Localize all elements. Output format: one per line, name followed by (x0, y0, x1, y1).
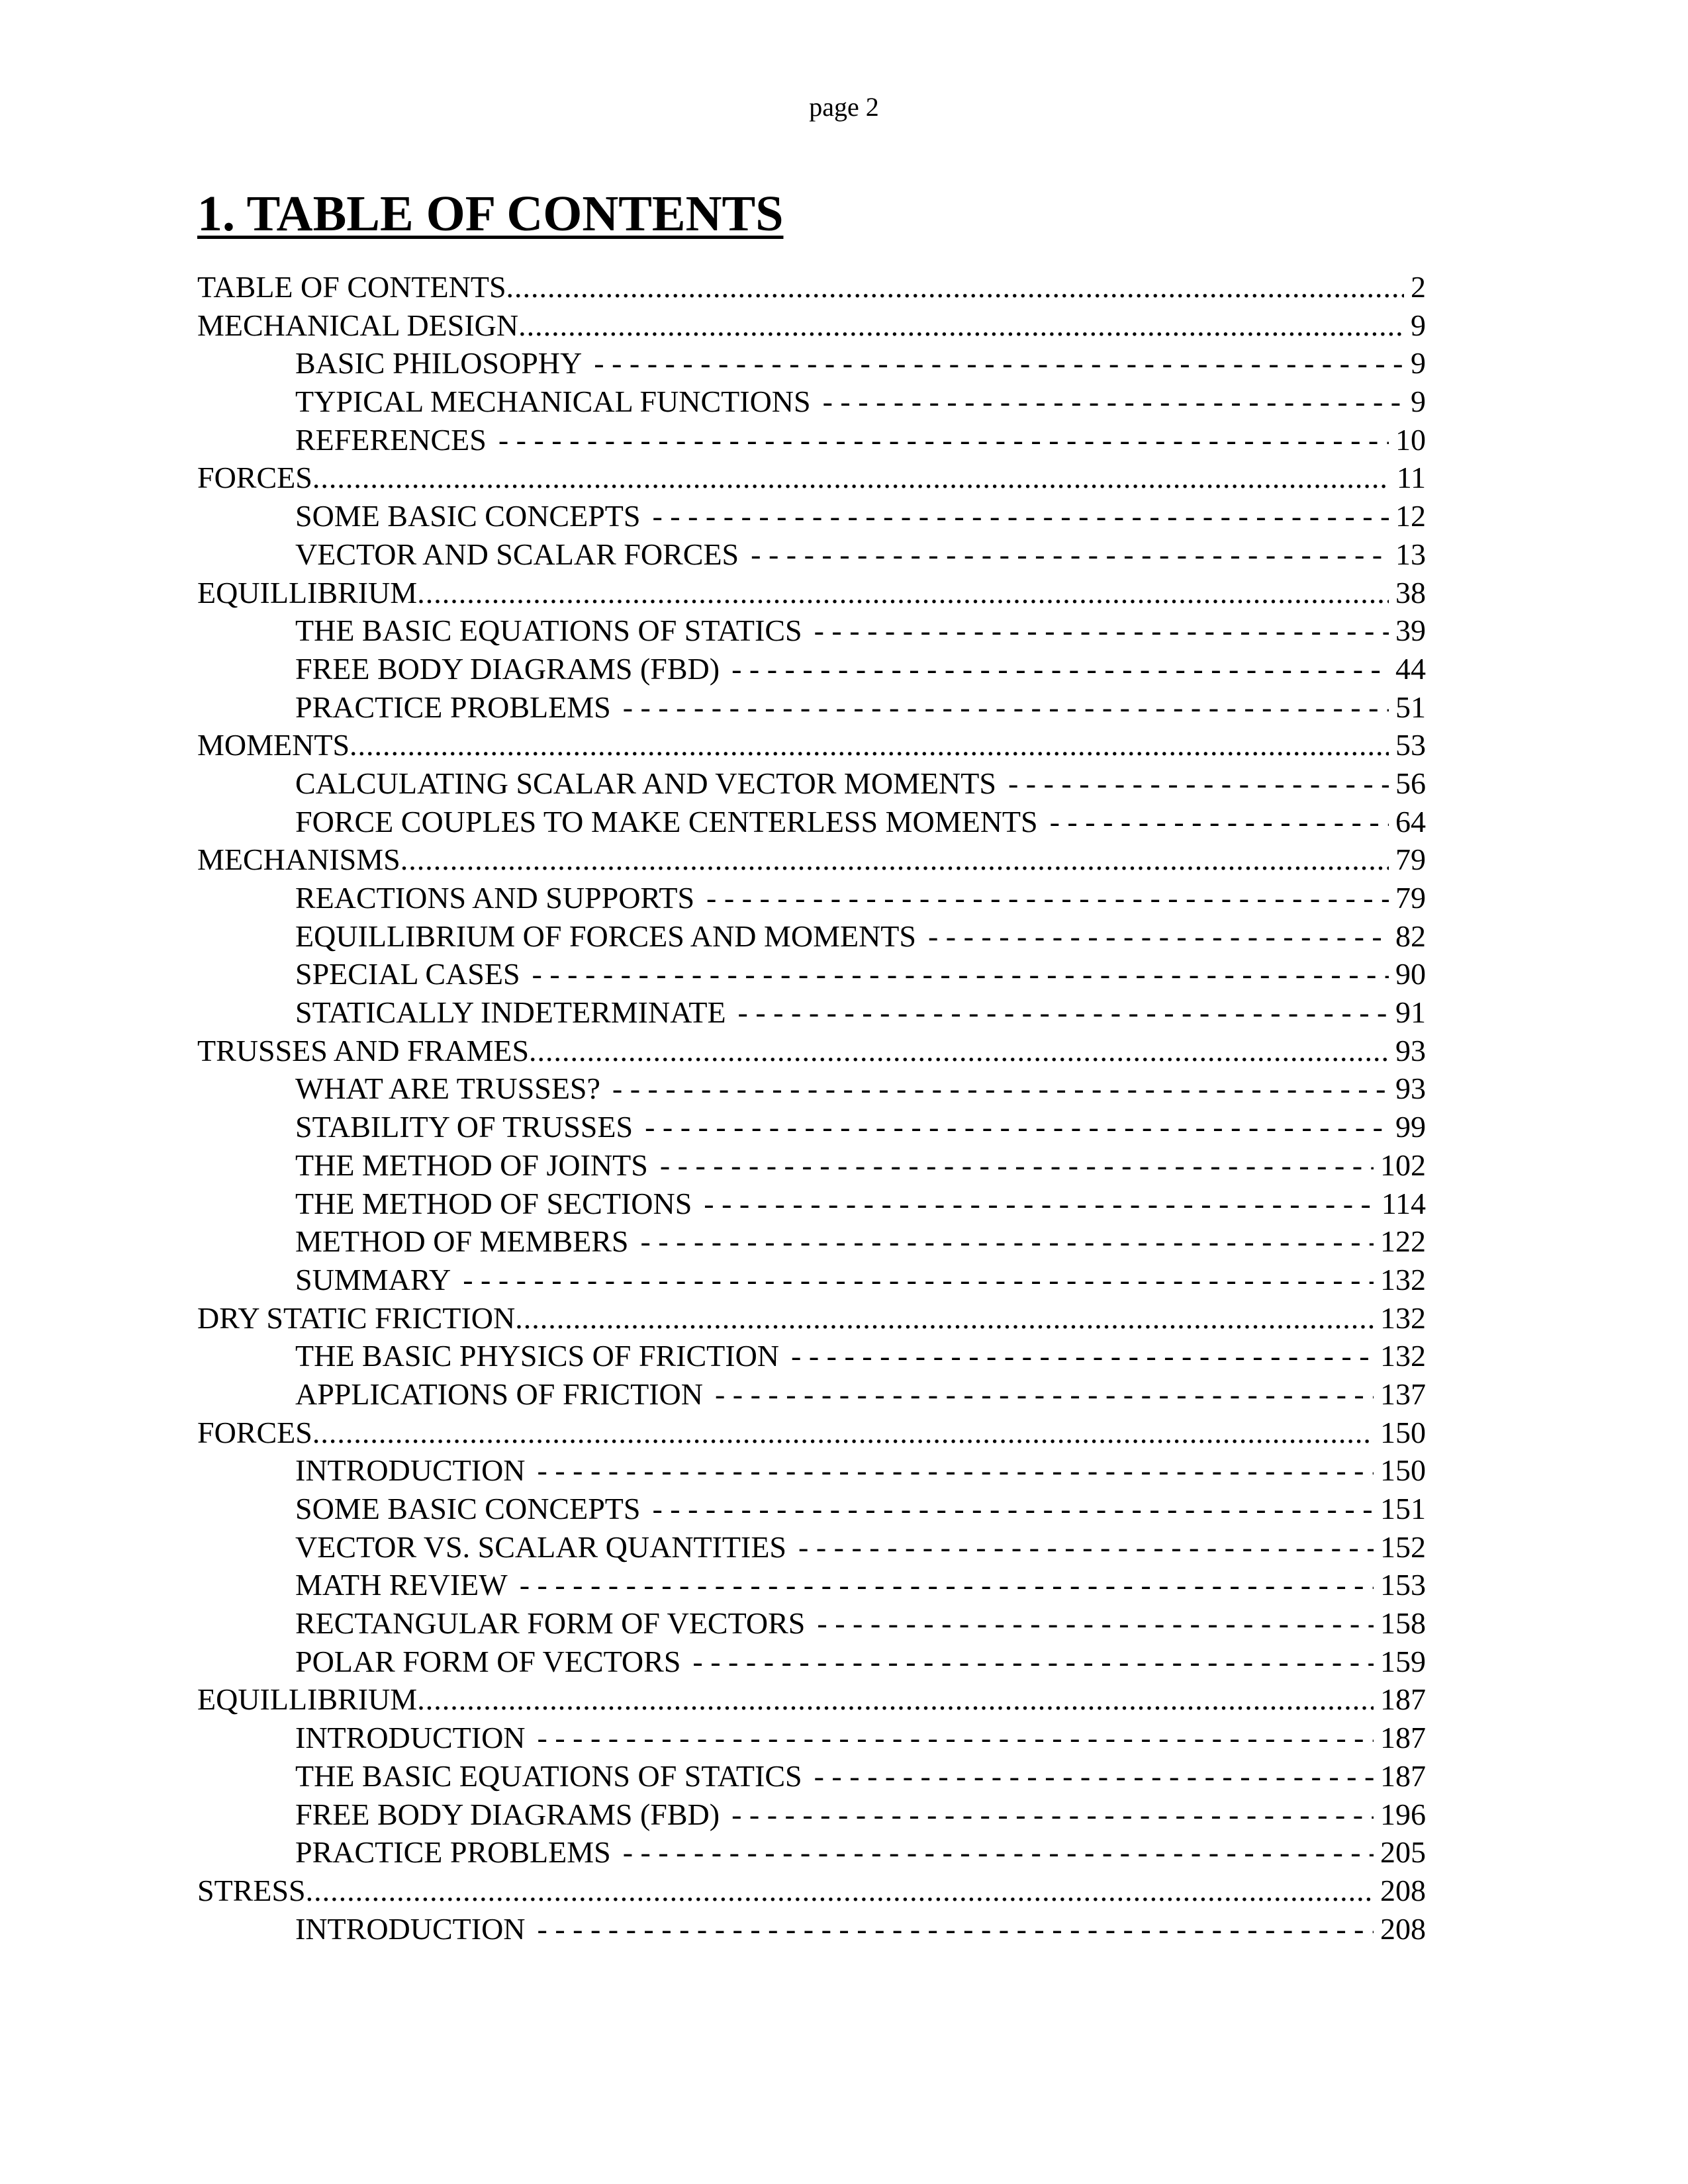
toc-subentry[interactable] (197, 1757, 1426, 1796)
toc-entry[interactable] (197, 1032, 1426, 1070)
toc-entry-title: MOMENTS (197, 728, 350, 762)
toc-page-number: 56 (1395, 766, 1426, 800)
toc-entry-title: THE METHOD OF JOINTS (295, 1148, 648, 1182)
toc-entry-title: APPLICATIONS OF FRICTION (295, 1377, 703, 1411)
toc-entry-title: MECHANICAL DESIGN (197, 308, 519, 342)
toc-leader (451, 1261, 1374, 1299)
toc-entry-title: SUMMARY (295, 1262, 451, 1297)
toc-leader (529, 1032, 1389, 1070)
toc-subentry[interactable] (197, 344, 1426, 383)
toc-leader (916, 917, 1389, 956)
toc-entry-title: STATICALLY INDETERMINATE (295, 995, 726, 1030)
toc-page-number: 150 (1380, 1453, 1426, 1488)
toc-page-number: 187 (1380, 1682, 1426, 1717)
toc-leader (640, 497, 1389, 535)
toc-page-number: 91 (1395, 995, 1426, 1030)
toc-leader (520, 955, 1389, 993)
toc-page-number: 151 (1380, 1492, 1426, 1525)
toc-leader (703, 1375, 1374, 1414)
toc-subentry[interactable] (197, 1337, 1426, 1375)
toc-leader (487, 421, 1389, 459)
toc-page-number: 79 (1395, 842, 1426, 877)
toc-page-number: 187 (1380, 1721, 1426, 1755)
toc-subentry[interactable] (197, 1069, 1426, 1108)
toc-entry-title: MECHANISMS (197, 842, 400, 877)
toc-subentry[interactable] (197, 803, 1426, 841)
toc-entry-title: FORCES (197, 1415, 312, 1449)
toc-page-number: 102 (1380, 1148, 1426, 1182)
toc-leader (680, 1643, 1374, 1681)
toc-leader (350, 726, 1389, 764)
toc-entry-title: EQUILLIBRIUM (197, 575, 418, 610)
toc-page-number: 39 (1395, 614, 1426, 648)
toc-leader (417, 574, 1389, 612)
toc-subentry[interactable] (197, 1566, 1426, 1604)
toc-page-number: 82 (1395, 919, 1426, 953)
toc-subentry[interactable] (197, 1910, 1426, 1948)
toc-entry-title: EQUILLIBRIUM (197, 1682, 418, 1717)
toc-leader (811, 383, 1404, 421)
toc-subentry[interactable] (197, 688, 1426, 727)
page-number: page 2 (809, 92, 879, 122)
toc-leader (739, 535, 1389, 574)
toc-subentry[interactable] (197, 650, 1426, 688)
toc-page-number: 132 (1380, 1339, 1426, 1373)
toc-page-number: 10 (1395, 422, 1426, 457)
toc-page-number: 132 (1380, 1262, 1426, 1297)
toc-page-number: 158 (1380, 1606, 1426, 1641)
toc-entry[interactable] (197, 1299, 1426, 1338)
toc-page-number: 187 (1380, 1758, 1426, 1793)
toc-subentry[interactable] (197, 1604, 1426, 1643)
toc-entry-title: DRY STATIC FRICTION (197, 1300, 516, 1335)
toc-entry-title: FREE BODY DIAGRAMS (FBD) (295, 1797, 720, 1831)
toc-subentry[interactable] (197, 1719, 1426, 1757)
toc-entry-title: FORCE COUPLES TO MAKE CENTERLESS MOMENTS (295, 804, 1038, 839)
toc-entry-title: FORCES (197, 461, 312, 495)
toc-leader (518, 306, 1404, 345)
toc-page-number: 122 (1380, 1224, 1426, 1259)
toc-entry-title: RECTANGULAR FORM OF VECTORS (295, 1606, 806, 1641)
toc-leader (582, 344, 1404, 383)
toc-leader (629, 1222, 1374, 1261)
toc-subentry[interactable] (197, 421, 1426, 459)
toc-entry[interactable] (197, 1680, 1426, 1719)
toc-subentry[interactable] (197, 1796, 1426, 1834)
toc-page-number: 64 (1395, 804, 1426, 839)
toc-leader (633, 1108, 1389, 1146)
toc-subentry[interactable] (197, 1528, 1426, 1567)
toc-entry[interactable] (197, 1414, 1426, 1452)
toc-page-number: 11 (1396, 461, 1426, 495)
table-of-contents (197, 268, 1426, 1948)
toc-leader (720, 1796, 1374, 1834)
toc-entry-title: INTRODUCTION (295, 1721, 526, 1755)
toc-leader (640, 1490, 1374, 1528)
toc-page-number: 132 (1380, 1300, 1426, 1335)
toc-entry[interactable] (197, 459, 1426, 497)
toc-entry-title: REFERENCES (295, 422, 487, 457)
toc-leader (611, 688, 1389, 727)
toc-subentry[interactable] (197, 1146, 1426, 1185)
toc-page-number: 93 (1395, 1033, 1426, 1068)
toc-entry-title: THE BASIC EQUATIONS OF STATICS (295, 614, 802, 648)
toc-entry-title: REACTIONS AND SUPPORTS (295, 881, 695, 915)
toc-subentry[interactable] (197, 535, 1426, 574)
toc-entry-title: PRACTICE PROBLEMS (295, 690, 611, 724)
toc-leader (400, 841, 1389, 879)
toc-leader (526, 1910, 1374, 1948)
toc-entry[interactable] (197, 574, 1426, 612)
toc-page-number: 51 (1395, 690, 1426, 724)
toc-subentry[interactable] (197, 1643, 1426, 1681)
toc-entry-title: MATH REVIEW (295, 1568, 508, 1602)
toc-subentry[interactable] (197, 764, 1426, 803)
toc-leader (1038, 803, 1389, 841)
toc-subentry[interactable] (197, 1185, 1426, 1223)
toc-page-number: 152 (1380, 1529, 1426, 1564)
toc-leader (779, 1337, 1374, 1375)
toc-leader (526, 1719, 1374, 1757)
toc-page-number: 114 (1381, 1186, 1426, 1220)
toc-subentry[interactable] (197, 1451, 1426, 1490)
toc-entry-title: EQUILLIBRIUM OF FORCES AND MOMENTS (295, 919, 916, 953)
toc-entry[interactable] (197, 1872, 1426, 1910)
toc-entry-title: TABLE OF CONTENTS (197, 270, 506, 304)
toc-entry-title: THE BASIC EQUATIONS OF STATICS (295, 1758, 802, 1793)
toc-leader (312, 1414, 1374, 1452)
toc-subentry[interactable] (197, 917, 1426, 956)
toc-leader (805, 1604, 1374, 1643)
toc-subentry[interactable] (197, 1222, 1426, 1261)
toc-leader (515, 1299, 1374, 1338)
toc-subentry[interactable] (197, 497, 1426, 535)
toc-page-number: 9 (1411, 308, 1426, 342)
toc-leader (692, 1185, 1374, 1223)
toc-leader (720, 650, 1389, 688)
toc-page-number: 205 (1380, 1835, 1426, 1870)
toc-entry-title: TRUSSES AND FRAMES (197, 1033, 530, 1068)
toc-leader (506, 268, 1404, 306)
toc-entry-title: CALCULATING SCALAR AND VECTOR MOMENTS (295, 766, 996, 800)
toc-entry-title: PRACTICE PROBLEMS (295, 1835, 611, 1870)
toc-entry-title: STRESS (197, 1873, 306, 1907)
toc-page-number: 90 (1395, 957, 1426, 991)
toc-subentry[interactable] (197, 879, 1426, 917)
toc-entry-title: WHAT ARE TRUSSES? (295, 1071, 600, 1106)
toc-entry-title: INTRODUCTION (295, 1911, 526, 1946)
toc-page-number: 9 (1411, 385, 1426, 419)
toc-page-number: 44 (1395, 651, 1426, 686)
toc-entry-title: FREE BODY DIAGRAMS (FBD) (295, 651, 720, 686)
toc-page-number: 93 (1395, 1071, 1426, 1106)
toc-subentry[interactable] (197, 1833, 1426, 1872)
toc-entry[interactable] (197, 306, 1426, 345)
toc-page-number: 2 (1411, 270, 1426, 304)
toc-leader (312, 459, 1390, 497)
toc-page-number: 208 (1380, 1911, 1426, 1946)
toc-subentry[interactable] (197, 1261, 1426, 1299)
toc-entry-title: THE BASIC PHYSICS OF FRICTION (295, 1339, 780, 1373)
toc-page-number: 12 (1395, 499, 1426, 533)
toc-page-number: 153 (1380, 1568, 1426, 1602)
toc-leader (694, 879, 1389, 917)
toc-page-number: 208 (1380, 1873, 1426, 1907)
toc-entry-title: SPECIAL CASES (295, 957, 520, 991)
toc-entry-title: VECTOR VS. SCALAR QUANTITIES (295, 1529, 787, 1564)
toc-leader (802, 1757, 1374, 1796)
toc-page-number: 13 (1395, 537, 1426, 571)
toc-leader (726, 993, 1389, 1032)
page-title: 1. TABLE OF CONTENTS (197, 186, 784, 242)
toc-entry-title: INTRODUCTION (295, 1453, 526, 1488)
toc-leader (802, 612, 1389, 650)
toc-page-number: 53 (1395, 728, 1426, 762)
toc-entry-title: SOME BASIC CONCEPTS (295, 1492, 641, 1525)
toc-entry-title: METHOD OF MEMBERS (295, 1224, 629, 1259)
toc-subentry[interactable] (197, 1490, 1426, 1528)
toc-page-number: 137 (1380, 1377, 1426, 1411)
toc-entry[interactable] (197, 268, 1426, 306)
toc-leader (306, 1872, 1374, 1910)
toc-page-number: 159 (1380, 1644, 1426, 1678)
toc-subentry[interactable] (197, 955, 1426, 993)
toc-page-number: 99 (1395, 1110, 1426, 1144)
toc-subentry[interactable] (197, 383, 1426, 421)
toc-leader (648, 1146, 1374, 1185)
toc-entry-title: VECTOR AND SCALAR FORCES (295, 537, 739, 571)
toc-entry[interactable] (197, 841, 1426, 879)
toc-subentry[interactable] (197, 612, 1426, 650)
toc-entry-title: POLAR FORM OF VECTORS (295, 1644, 681, 1678)
toc-page-number: 196 (1380, 1797, 1426, 1831)
toc-leader (611, 1833, 1374, 1872)
toc-subentry[interactable] (197, 1375, 1426, 1414)
toc-leader (996, 764, 1389, 803)
toc-entry[interactable] (197, 726, 1426, 764)
toc-entry-title: TYPICAL MECHANICAL FUNCTIONS (295, 385, 811, 419)
toc-leader (600, 1069, 1389, 1108)
toc-page-number: 79 (1395, 881, 1426, 915)
toc-page-number: 150 (1380, 1415, 1426, 1449)
toc-entry-title: THE METHOD OF SECTIONS (295, 1186, 692, 1220)
toc-leader (526, 1451, 1374, 1490)
toc-entry-title: STABILITY OF TRUSSES (295, 1110, 633, 1144)
toc-leader (508, 1566, 1374, 1604)
toc-page-number: 9 (1411, 346, 1426, 381)
toc-subentry[interactable] (197, 993, 1426, 1032)
toc-leader (786, 1528, 1374, 1567)
toc-entry-title: SOME BASIC CONCEPTS (295, 499, 641, 533)
toc-page-number: 38 (1395, 575, 1426, 610)
toc-leader (417, 1680, 1374, 1719)
toc-subentry[interactable] (197, 1108, 1426, 1146)
toc-entry-title: BASIC PHILOSOPHY (295, 346, 583, 381)
